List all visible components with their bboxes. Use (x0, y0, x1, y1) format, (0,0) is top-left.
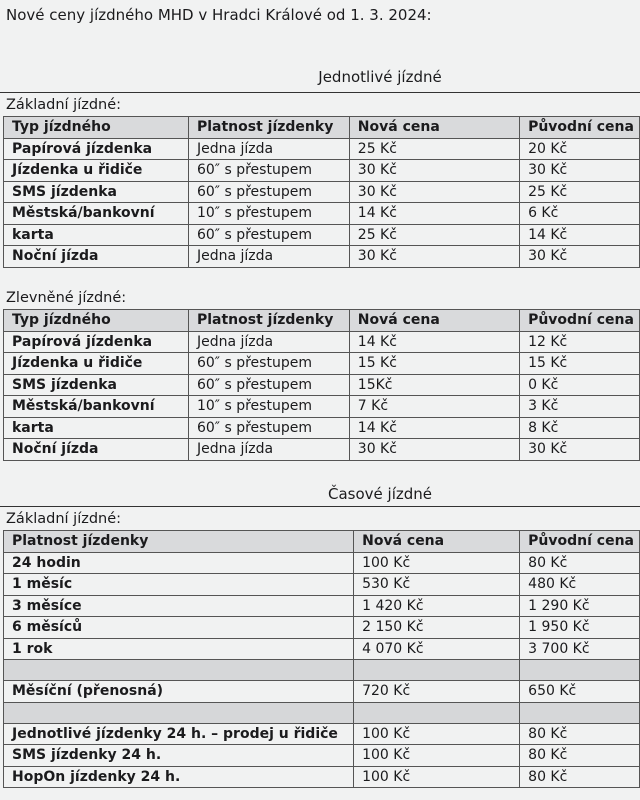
table-cell (354, 702, 520, 723)
section-divider (0, 506, 640, 507)
table-row (4, 417, 640, 439)
column-header: Platnost jízdenky (4, 531, 354, 553)
table-cell: 100 Kč (354, 745, 520, 767)
table-header-row (4, 117, 640, 139)
table-cell: 60″ s přestupem (188, 181, 349, 203)
table-cell: 4 070 Kč (354, 638, 520, 660)
table-cell: 30 Kč (349, 181, 519, 203)
table-row (4, 439, 640, 461)
column-header: Typ jízdného (4, 310, 189, 332)
table-row (4, 552, 640, 574)
table-cell: 100 Kč (354, 723, 520, 745)
column-header: Původní cena (520, 117, 640, 139)
table-cell: 10″ s přestupem (188, 203, 349, 225)
table-cell (4, 660, 354, 681)
table-cell: 3 700 Kč (520, 638, 640, 660)
subheading-reduced: Zlevněné jízdné: (6, 290, 127, 306)
spacer-row (4, 702, 640, 723)
table-cell: 60″ s přestupem (188, 224, 349, 246)
table-cell: 80 Kč (520, 766, 640, 788)
column-header: Původní cena (520, 310, 640, 332)
table-cell: 100 Kč (354, 766, 520, 788)
table-row (4, 681, 640, 703)
table-cell: 24 hodin (4, 552, 354, 574)
table-cell: 30 Kč (520, 439, 640, 461)
table-row (4, 374, 640, 396)
table-cell (520, 702, 640, 723)
table-row (4, 138, 640, 160)
table-cell: 25 Kč (349, 224, 519, 246)
table-cell: 480 Kč (520, 574, 640, 596)
table-cell: Městská/bankovní (4, 203, 189, 225)
table-row (4, 595, 640, 617)
table-cell: 1 měsíc (4, 574, 354, 596)
table-cell: 60″ s přestupem (188, 417, 349, 439)
table-cell: karta (4, 224, 189, 246)
table-cell: Jízdenka u řidiče (4, 353, 189, 375)
table-row (4, 246, 640, 268)
section-heading-time: Časové jízdné (328, 485, 432, 503)
table-cell: SMS jízdenky 24 h. (4, 745, 354, 767)
table-row (4, 224, 640, 246)
table-cell: 14 Kč (349, 203, 519, 225)
document-title: Nové ceny jízdného MHD v Hradci Králové od 1. 3. 2024: (6, 6, 432, 24)
table-row (4, 574, 640, 596)
table-header-row (4, 310, 640, 332)
table-cell: 10″ s přestupem (188, 396, 349, 418)
table-cell (4, 702, 354, 723)
section-divider (0, 92, 640, 93)
table-row (4, 723, 640, 745)
table-cell: 530 Kč (354, 574, 520, 596)
table-cell: Jedna jízda (188, 439, 349, 461)
column-header: Platnost jízdenky (188, 310, 349, 332)
table-cell: Jednotlivé jízdenky 24 h. – prodej u řidiče (4, 723, 354, 745)
table-cell: 30 Kč (349, 246, 519, 268)
table-cell: 6 měsíců (4, 617, 354, 639)
table-cell: 25 Kč (520, 181, 640, 203)
table-cell: 30 Kč (349, 439, 519, 461)
table-cell: 0 Kč (520, 374, 640, 396)
table-cell: 100 Kč (354, 552, 520, 574)
table-cell: 1 420 Kč (354, 595, 520, 617)
time-fare-table (3, 530, 640, 788)
table-cell: 2 150 Kč (354, 617, 520, 639)
table-cell: 14 Kč (349, 417, 519, 439)
table-cell: 60″ s přestupem (188, 374, 349, 396)
column-header: Platnost jízdenky (188, 117, 349, 139)
table-row (4, 181, 640, 203)
table-cell: 720 Kč (354, 681, 520, 703)
table-cell: 80 Kč (520, 552, 640, 574)
table-cell: 20 Kč (520, 138, 640, 160)
table-cell: 14 Kč (349, 331, 519, 353)
table-cell: Jedna jízda (188, 138, 349, 160)
table-cell: 80 Kč (520, 723, 640, 745)
table-row (4, 160, 640, 182)
basic-fare-table (3, 116, 640, 268)
table-row (4, 638, 640, 660)
subheading-basic-time: Základní jízdné: (6, 511, 122, 527)
table-row (4, 617, 640, 639)
table-cell (520, 660, 640, 681)
column-header: Typ jízdného (4, 117, 189, 139)
table-row (4, 396, 640, 418)
column-header: Nová cena (349, 117, 519, 139)
table-cell: 3 Kč (520, 396, 640, 418)
column-header: Nová cena (354, 531, 520, 553)
table-cell: 30 Kč (520, 160, 640, 182)
table-cell: 15 Kč (520, 353, 640, 375)
table-cell: Noční jízda (4, 439, 189, 461)
table-cell: 3 měsíce (4, 595, 354, 617)
subheading-basic-single: Základní jízdné: (6, 97, 122, 113)
table-cell: 12 Kč (520, 331, 640, 353)
table-cell: 60″ s přestupem (188, 353, 349, 375)
table-cell: SMS jízdenka (4, 181, 189, 203)
table-row (4, 353, 640, 375)
table-header-row (4, 531, 640, 553)
table-cell: Měsíční (přenosná) (4, 681, 354, 703)
table-cell: Jízdenka u řidiče (4, 160, 189, 182)
table-row (4, 766, 640, 788)
table-cell: HopOn jízdenky 24 h. (4, 766, 354, 788)
table-cell: 1 950 Kč (520, 617, 640, 639)
table-cell: Městská/bankovní (4, 396, 189, 418)
table-row (4, 331, 640, 353)
table-cell: 15Kč (349, 374, 519, 396)
table-cell: Noční jízda (4, 246, 189, 268)
table-cell: Papírová jízdenka (4, 331, 189, 353)
table-cell: SMS jízdenka (4, 374, 189, 396)
table-cell: 7 Kč (349, 396, 519, 418)
table-cell: 8 Kč (520, 417, 640, 439)
table-row (4, 203, 640, 225)
table-row (4, 745, 640, 767)
table-cell: 60″ s přestupem (188, 160, 349, 182)
table-cell: Jedna jízda (188, 246, 349, 268)
table-cell: 15 Kč (349, 353, 519, 375)
table-cell: 1 rok (4, 638, 354, 660)
column-header: Nová cena (349, 310, 519, 332)
table-cell: 6 Kč (520, 203, 640, 225)
table-cell: 30 Kč (520, 246, 640, 268)
reduced-fare-table (3, 309, 640, 461)
table-cell: 30 Kč (349, 160, 519, 182)
table-cell: 650 Kč (520, 681, 640, 703)
table-cell: karta (4, 417, 189, 439)
table-cell: 80 Kč (520, 745, 640, 767)
table-cell (354, 660, 520, 681)
table-cell: 1 290 Kč (520, 595, 640, 617)
table-cell: 14 Kč (520, 224, 640, 246)
spacer-row (4, 660, 640, 681)
table-cell: Jedna jízda (188, 331, 349, 353)
section-heading-single: Jednotlivé jízdné (318, 68, 442, 86)
table-cell: 25 Kč (349, 138, 519, 160)
column-header: Původní cena (520, 531, 640, 553)
table-cell: Papírová jízdenka (4, 138, 189, 160)
